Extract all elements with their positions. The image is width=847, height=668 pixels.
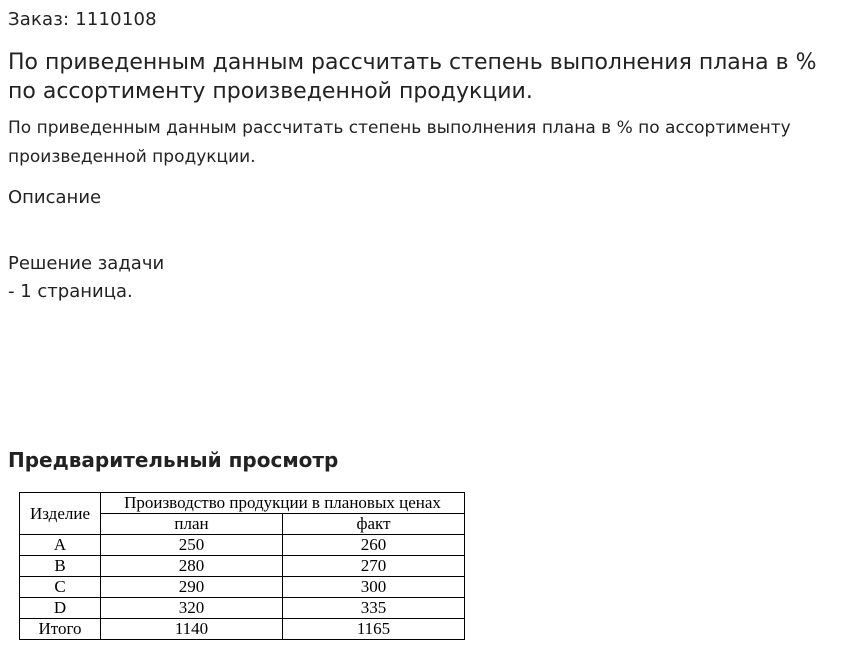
- cell-fact: 300: [283, 577, 465, 598]
- cell-item: D: [20, 598, 101, 619]
- cell-plan: 280: [101, 556, 283, 577]
- cell-plan: 250: [101, 535, 283, 556]
- solution-info: [8, 250, 164, 306]
- table-row: [20, 535, 465, 556]
- total-fact: 1165: [283, 619, 465, 640]
- cell-plan: 320: [101, 598, 283, 619]
- table-total-row: [20, 619, 465, 640]
- table-row: [20, 598, 465, 619]
- header-item: Изделие: [20, 493, 101, 535]
- preview-table: [19, 492, 465, 640]
- header-group: Производство продукции в плановых ценах: [101, 493, 465, 514]
- solution-pages: - 1 страница.: [8, 281, 133, 302]
- cell-plan: 290: [101, 577, 283, 598]
- header-plan: план: [101, 514, 283, 535]
- total-label: Итого: [20, 619, 101, 640]
- solution-title: Решение задачи: [8, 253, 165, 274]
- header-fact: факт: [283, 514, 465, 535]
- total-plan: 1140: [101, 619, 283, 640]
- description-label: Описание: [8, 187, 102, 208]
- table-row: [20, 577, 465, 598]
- preview-heading: Предварительный просмотр: [8, 448, 339, 472]
- cell-fact: 260: [283, 535, 465, 556]
- table-row: [20, 556, 465, 577]
- task-description: По приведенным данным рассчитать степень выполнения плана в % по ассортименту произведенной продукции.: [8, 118, 791, 167]
- cell-item: A: [20, 535, 101, 556]
- cell-item: C: [20, 577, 101, 598]
- cell-item: B: [20, 556, 101, 577]
- table-header-row: [20, 493, 465, 514]
- order-number: Заказ: 1110108: [8, 9, 157, 30]
- cell-fact: 335: [283, 598, 465, 619]
- cell-fact: 270: [283, 556, 465, 577]
- page-title: По приведенным данным рассчитать степень выполнения плана в % по ассортименту произведенной продукции.: [8, 50, 817, 104]
